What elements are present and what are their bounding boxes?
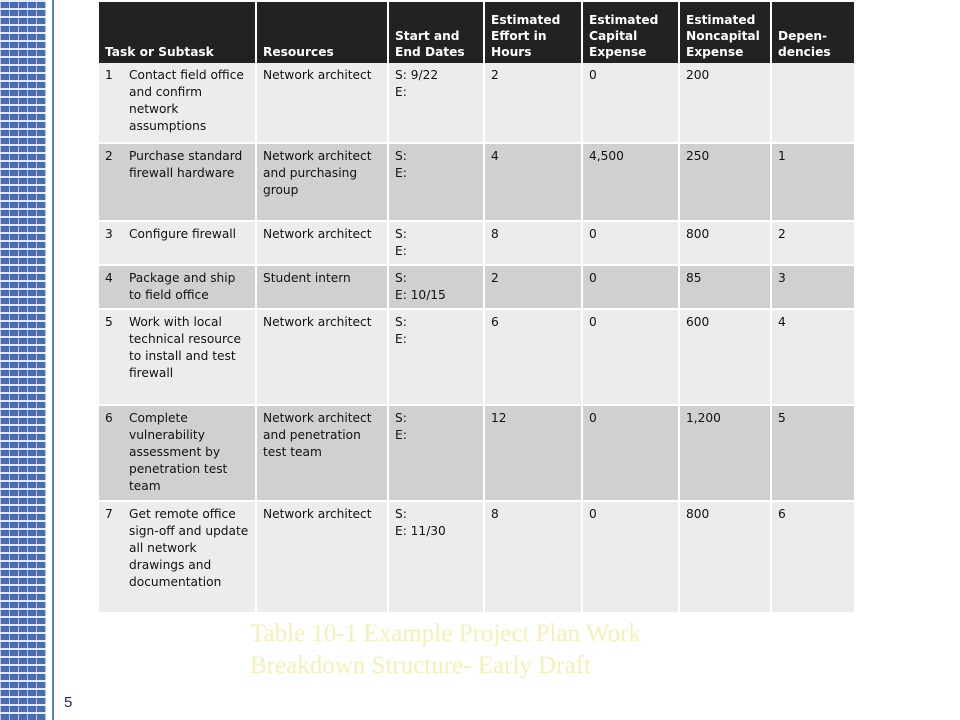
resources-cell: Network architect xyxy=(256,309,388,405)
capital-cell: 0 xyxy=(582,63,679,143)
dates-cell: S: E: xyxy=(388,405,484,501)
noncapital-cell: 800 xyxy=(679,221,771,265)
effort-cell: 8 xyxy=(484,501,582,613)
capital-cell: 4,500 xyxy=(582,143,679,221)
table-row xyxy=(99,63,854,143)
task-cell xyxy=(99,221,256,265)
table-row xyxy=(99,265,854,309)
dates-cell: S: E: 10/15 xyxy=(388,265,484,309)
task-cell xyxy=(99,309,256,405)
table-caption: Table 10-1 Example Project Plan Work Breakdown Structure- Early Draft xyxy=(250,620,641,679)
table-row xyxy=(99,405,854,501)
slide-number: 5 xyxy=(64,694,73,711)
task-name: Purchase standard firewall hardware xyxy=(129,149,243,180)
task-name: Contact field office and confirm network assumptions xyxy=(129,68,244,133)
column-header-dates: Start and End Dates xyxy=(388,2,484,63)
table-row xyxy=(99,143,854,221)
task-name: Complete vulnerability assessment by penetration test team xyxy=(129,411,228,493)
decorative-side-strip xyxy=(0,0,46,720)
column-header-capital: Estimated Capital Expense xyxy=(582,2,679,63)
task-name: Work with local technical resource to install and test firewall xyxy=(129,315,241,380)
resources-cell: Network architect xyxy=(256,221,388,265)
noncapital-cell: 1,200 xyxy=(679,405,771,501)
resources-cell: Network architect and purchasing group xyxy=(256,143,388,221)
dates-cell: S: E: 11/30 xyxy=(388,501,484,613)
dates-cell: S: E: xyxy=(388,221,484,265)
dependencies-cell: 1 xyxy=(771,143,854,221)
task-number: 3 xyxy=(105,227,113,241)
dependencies-cell: 3 xyxy=(771,265,854,309)
dates-cell: S: 9/22 E: xyxy=(388,63,484,143)
column-header-effort: Estimated Effort in Hours xyxy=(484,2,582,63)
table-body xyxy=(99,63,854,613)
task-cell xyxy=(99,405,256,501)
dates-cell: S: E: xyxy=(388,143,484,221)
effort-cell: 6 xyxy=(484,309,582,405)
dependencies-cell: 4 xyxy=(771,309,854,405)
effort-cell: 2 xyxy=(484,265,582,309)
effort-cell: 2 xyxy=(484,63,582,143)
task-name: Get remote office sign-off and update all network drawings and documentation xyxy=(129,507,249,589)
effort-cell: 4 xyxy=(484,143,582,221)
dependencies-cell: 2 xyxy=(771,221,854,265)
resources-cell: Network architect and penetration test team xyxy=(256,405,388,501)
table-header xyxy=(99,2,854,63)
noncapital-cell: 85 xyxy=(679,265,771,309)
task-cell xyxy=(99,501,256,613)
task-cell xyxy=(99,63,256,143)
table-row xyxy=(99,221,854,265)
capital-cell: 0 xyxy=(582,501,679,613)
column-header-task: Task or Subtask xyxy=(99,2,256,63)
column-header-dependencies: Depen-dencies xyxy=(771,2,854,63)
capital-cell: 0 xyxy=(582,309,679,405)
task-number: 7 xyxy=(105,507,113,521)
work-breakdown-table xyxy=(99,2,854,614)
resources-cell: Network architect xyxy=(256,501,388,613)
dependencies-cell: 6 xyxy=(771,501,854,613)
task-name: Configure firewall xyxy=(129,227,237,241)
task-name: Package and ship to field office xyxy=(129,271,236,302)
decorative-side-line xyxy=(52,0,54,720)
dependencies-cell xyxy=(771,63,854,143)
task-number: 2 xyxy=(105,149,113,163)
noncapital-cell: 800 xyxy=(679,501,771,613)
task-number: 1 xyxy=(105,68,113,82)
task-cell xyxy=(99,143,256,221)
table-header-row xyxy=(99,2,854,63)
dependencies-cell: 5 xyxy=(771,405,854,501)
capital-cell: 0 xyxy=(582,265,679,309)
dates-cell: S: E: xyxy=(388,309,484,405)
table-row xyxy=(99,501,854,613)
table-row xyxy=(99,309,854,405)
resources-cell: Student intern xyxy=(256,265,388,309)
noncapital-cell: 200 xyxy=(679,63,771,143)
effort-cell: 12 xyxy=(484,405,582,501)
column-header-noncapital: Estimated Noncapital Expense xyxy=(679,2,771,63)
capital-cell: 0 xyxy=(582,405,679,501)
resources-cell: Network architect xyxy=(256,63,388,143)
task-cell xyxy=(99,265,256,309)
noncapital-cell: 600 xyxy=(679,309,771,405)
noncapital-cell: 250 xyxy=(679,143,771,221)
task-number: 4 xyxy=(105,271,113,285)
task-number: 5 xyxy=(105,315,113,329)
task-number: 6 xyxy=(105,411,113,425)
capital-cell: 0 xyxy=(582,221,679,265)
column-header-resources: Resources xyxy=(256,2,388,63)
effort-cell: 8 xyxy=(484,221,582,265)
